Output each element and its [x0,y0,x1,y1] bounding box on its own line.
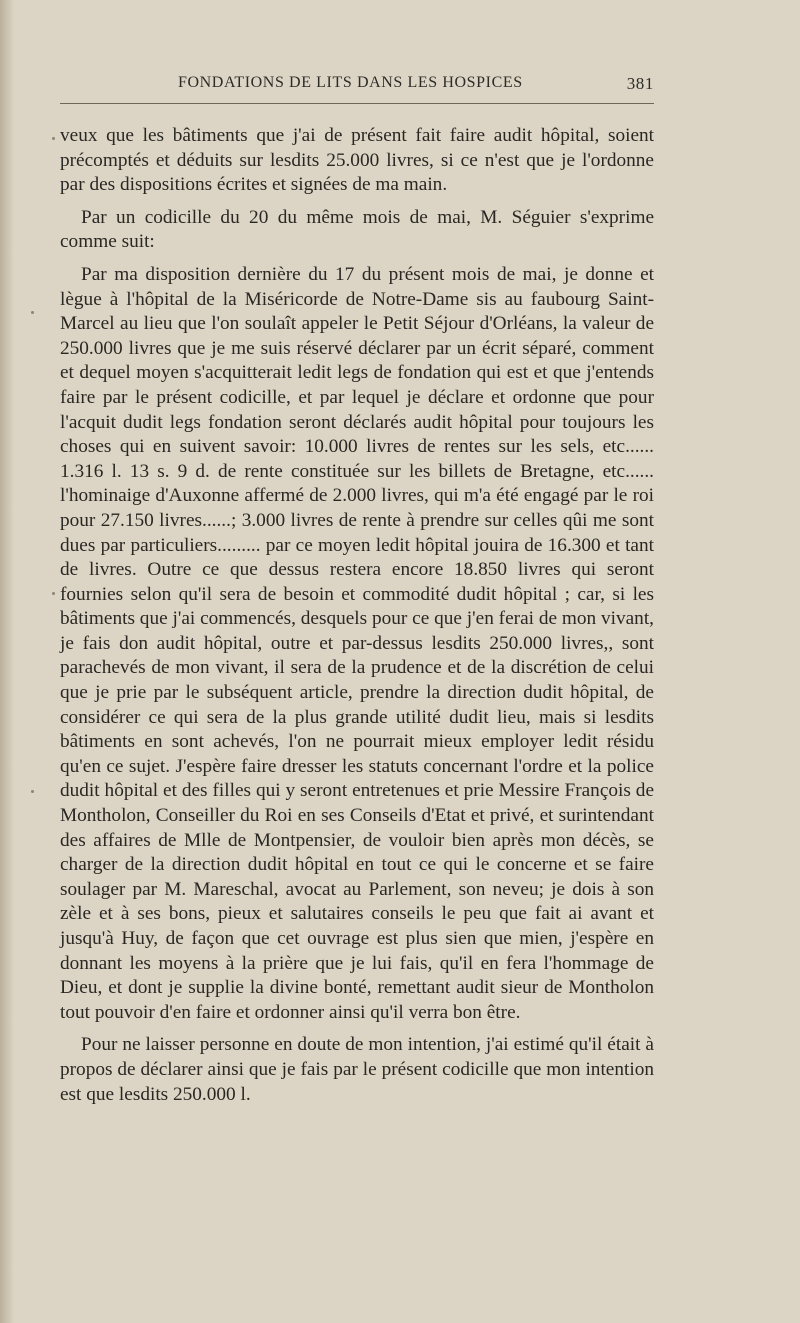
paragraph-continuation: veux que les bâtiments que j'ai de présent fait faire audit hôpital, soient précomptés et déduits sur lesdits 25.000 livres, si ce n'est que je l'ordonne par des dispositions écrites et signées de ma main. [60,125,654,196]
header-rule [60,103,654,104]
running-header [60,74,654,98]
paragraph-codicil-text: Par ma disposition dernière du 17 du présent mois de mai, je donne et lègue à l'hôpital de la Miséricorde de Notre-Dame sis au faubourg Saint-Marcel au lieu que l'on soulaît appeler le Petit Séjour d'Orléans, la valeur de 250.000 livres que je me suis réservé déclarer par un écrit séparé, comment et dequel moyen s'acquitterait ledit legs de fondation qui est et que j'entends faire par le présent codicille, et par lequel je déclare et ordonne que pour l'acquit dudit legs fondation seront déclarés audit hôpital pour toujours les choses qui en suivent savoir: 10.000 livres de rentes sur les sels, etc...... 1.316 l. 13 s. 9 d. de rente constituée sur les billets de Bretagne, etc...... l'hominaige d'Auxonne affermé de 2.000 livres, qui m'a été engagé par le roi pour 27.150 livres......; 3.000 livres de rente à prendre sur celles qûi me sont dues par particuliers......... par ce moyen ledit hôpital jouira de 16.300 et tant de livres. Outre ce que dessus restera encore 18.850 livres qui seront fournies selon qu'il sera de besoin et commodité dudit hôpital ; car, si les bâtiments que j'ai commencés, desquels pour ce que j'en ferai de mon vivant, je fais don audit hôpital, outre et par-dessus lesdits 250.000 livres,, sont parachevés de mon vivant, il sera de la prudence et de la discrétion de celui que je prie par le subséquent article, prendre la direction dudit hôpital, de considérer ce qui sera de la plus grande utilité dudit lieu, mais si lesdits bâtiments en sont achevés, l'on ne pourrait mieux employer ledit résidu qu'en ce sujet. J'espère faire dresser les statuts concernant l'ordre et la police dudit hôpital et des filles qui y seront entretenues et prie Messire François de Montholon, Conseiller du Roi en ses Conseils d'Etat et privé, et surintendant des affaires de Mlle de Montpensier, de vouloir bien après mon décès, se charger de la direction dudit hôpital en tout ce qui le concerne et se faire soulager par M. Mareschal, avocat au Parlement, son neveu; je dois à son zèle et à ses bons, pieux et salutaires conseils le peu que fait ai avant et jusqu'à Huy, de façon que cet ouvrage est plus sien que mien, j'espère en donnant les moyens à la prière que je lui fais, qu'il en fera l'hommage de Dieu, et dont je supplie la divine bonté, remettant audit sieur de Montholon tout pouvoir d'en faire et ordonner ainsi qu'il verra bon être. [60,263,654,1023]
page-number: 381 [626,74,654,93]
margin-speck [31,311,34,314]
margin-speck [52,592,55,595]
margin-speck [31,790,34,793]
margin-speck [52,137,55,140]
running-title: FONDATIONS DE LITS DANS LES HOSPICES [178,74,523,91]
page-gutter-shadow [0,0,14,1323]
paragraph-intention: Pour ne laisser personne en doute de mon intention, j'ai estimé qu'il était à propos de déclarer ainsi que je fais par le présent codicille que mon intention est que lesdits 250.000 l. [60,1034,654,1105]
paragraph-codicil-intro: Par un codicille du 20 du même mois de mai, M. Séguier s'exprime comme suit: [60,206,654,253]
body-text [60,124,654,1115]
